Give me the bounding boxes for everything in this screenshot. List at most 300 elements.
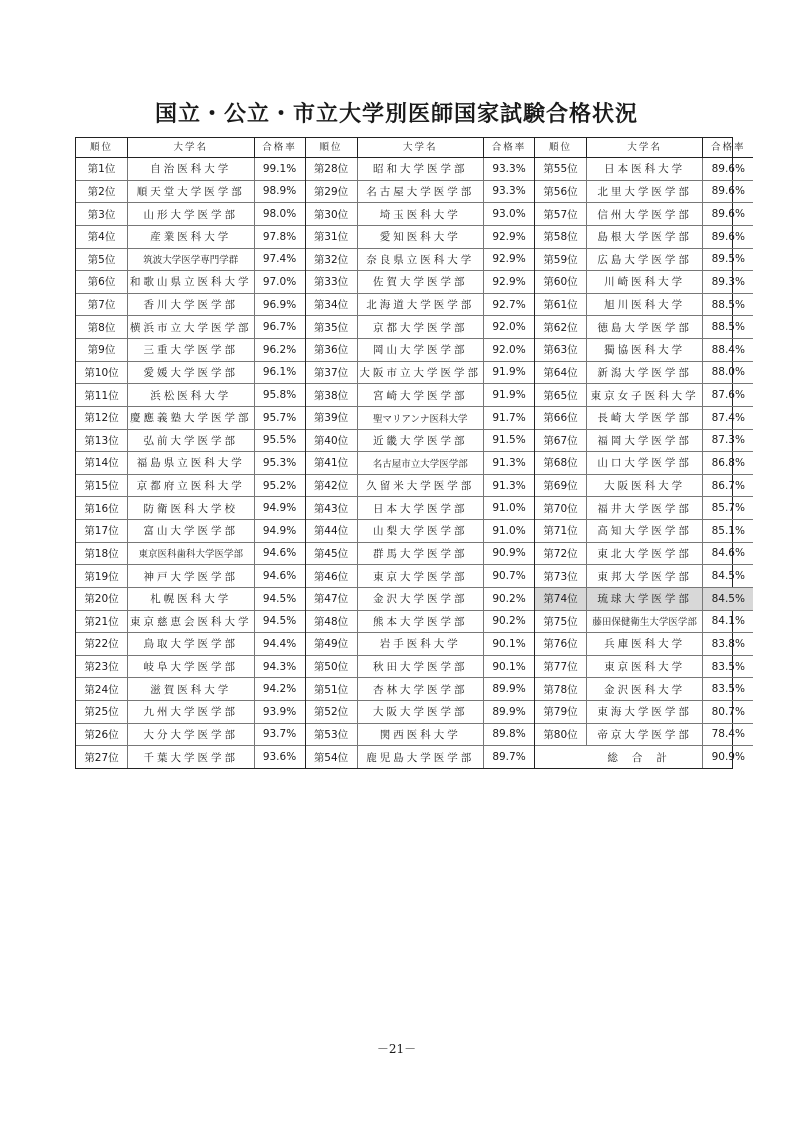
pass-rate-cell: 98.0% [262,208,297,221]
table-row [76,451,305,474]
rank-cell: 第22位 [76,633,128,655]
table-row [535,158,753,180]
pass-rate-cell: 78.4% [711,728,745,741]
rank-cell: 第79位 [535,701,587,723]
pass-rate-cell: 94.9% [262,524,297,537]
table-row [306,610,535,633]
university-name-cell: 福島県立医科大学 [128,452,255,474]
university-name-cell: 山口大学医学部 [587,452,703,474]
pass-rate-cell: 91.5% [492,434,526,447]
pass-rate-cell: 94.4% [262,637,297,650]
university-name-cell: 島根大学医学部 [587,226,703,248]
header-name: 大学名 [358,138,485,157]
pass-rate-cell: 85.1% [711,524,745,537]
table-row [76,315,305,338]
rank-cell: 第24位 [76,678,128,700]
table-row [535,180,753,203]
rank-cell: 第72位 [535,543,587,565]
rank-cell: 第67位 [535,430,587,452]
university-name-cell: 岐阜大学医学部 [128,656,255,678]
rank-cell: 第73位 [535,565,587,587]
university-name-cell: 聖マリアンナ医科大学 [358,407,485,429]
rank-cell: 第9位 [76,339,128,361]
pass-rate-cell: 89.3% [711,275,745,288]
university-name-cell: 信州大学医学部 [587,203,703,225]
pass-rate-cell: 90.9% [711,751,745,764]
pass-rate-cell: 94.2% [262,683,297,696]
university-name-cell: 滋賀医科大学 [128,678,255,700]
table-row [306,270,535,293]
table-row [535,383,753,406]
rank-cell: 第3位 [76,203,128,225]
university-name-cell: 宮崎大学医学部 [358,384,485,406]
rank-cell: 第30位 [306,203,358,225]
table-row [535,542,753,565]
pass-rate-cell: 95.3% [262,456,297,469]
rank-cell: 第50位 [306,656,358,678]
rank-cell: 第32位 [306,249,358,271]
rank-cell: 第4位 [76,226,128,248]
pass-rate-cell: 90.2% [492,615,526,628]
rank-cell: 第26位 [76,724,128,746]
university-name-cell: 慶應義塾大学医学部 [128,407,255,429]
pass-rate-cell: 92.7% [492,298,526,311]
pass-rate-cell: 94.6% [262,547,297,560]
university-name-cell: 獨協医科大学 [587,339,703,361]
table-row [76,677,305,700]
rank-cell: 第47位 [306,588,358,610]
university-name-cell: 北海道大学医学部 [358,294,485,316]
pass-rate-cell: 84.5% [711,570,745,583]
pass-rate-cell: 91.0% [492,524,526,537]
university-name-cell: 神戸大学医学部 [128,565,255,587]
university-name-cell: 東京慈恵会医科大学 [128,611,255,633]
pass-rate-cell: 87.4% [711,411,745,424]
pass-rate-table [75,137,746,769]
pass-rate-cell: 96.2% [262,343,297,356]
table-row [76,564,305,587]
table-row [306,180,535,203]
header-rate: 合格率 [262,142,297,153]
header-rank: 順位 [306,138,358,157]
table-row [306,542,535,565]
rank-cell: 第10位 [76,362,128,384]
university-name-cell: 東京女子医科大学 [587,384,703,406]
table-row [535,338,753,361]
rank-cell: 第23位 [76,656,128,678]
rank-cell: 第39位 [306,407,358,429]
table-row [76,202,305,225]
rank-cell: 第33位 [306,271,358,293]
table-row [306,496,535,519]
pass-rate-cell: 84.1% [711,615,745,628]
rank-cell: 第44位 [306,520,358,542]
table-row [76,745,305,768]
pass-rate-cell: 98.9% [262,185,297,198]
rank-cell: 第36位 [306,339,358,361]
table-row [306,677,535,700]
table-row [76,429,305,452]
university-name-cell: 佐賀大学医学部 [358,271,485,293]
table-row [535,429,753,452]
rank-cell: 第20位 [76,588,128,610]
rank-cell: 第70位 [535,497,587,519]
pass-rate-cell: 83.5% [711,683,745,696]
university-name-cell: 福井大学医学部 [587,497,703,519]
rank-cell: 第46位 [306,565,358,587]
rank-cell: 第27位 [76,746,128,768]
university-name-cell: 藤田保健衛生大学医学部 [587,611,703,633]
table-row [535,700,753,723]
pass-rate-cell: 92.0% [492,343,526,356]
table-row [76,700,305,723]
pass-rate-cell: 86.7% [711,479,745,492]
rank-cell: 第68位 [535,452,587,474]
pass-rate-cell: 88.4% [711,343,745,356]
rank-cell: 第66位 [535,407,587,429]
pass-rate-cell: 94.6% [262,570,297,583]
header-rate: 合格率 [491,142,527,153]
table-row [76,542,305,565]
rank-cell: 第80位 [535,724,587,746]
pass-rate-cell: 95.5% [262,434,297,447]
table-row [306,158,535,180]
rank-cell: 第40位 [306,430,358,452]
pass-rate-cell: 83.8% [711,637,745,650]
table-row [535,248,753,271]
university-name-cell: 山形大学医学部 [128,203,255,225]
rank-cell: 第1位 [76,158,128,180]
university-name-cell: 名古屋市立大学医学部 [358,452,485,474]
pass-rate-cell: 89.5% [711,253,745,266]
rank-cell: 第17位 [76,520,128,542]
pass-rate-cell: 90.1% [492,660,526,673]
university-name-cell: 自治医科大学 [128,158,255,180]
page-title: 国立・公立・市立大学別医師国家試験合格状況 [154,102,638,127]
header-row [76,138,305,158]
rank-cell: 第42位 [306,475,358,497]
rank-cell: 第13位 [76,430,128,452]
table-row [306,519,535,542]
university-name-cell: 琉球大学医学部 [587,588,703,610]
table-row [535,225,753,248]
university-name-cell: 秋田大学医学部 [358,656,485,678]
pass-rate-cell: 91.9% [492,366,526,379]
rank-cell: 第12位 [76,407,128,429]
university-name-cell: 愛媛大学医学部 [128,362,255,384]
table-row [76,158,305,180]
pass-rate-cell: 92.9% [492,275,526,288]
rank-cell: 第54位 [306,746,358,768]
table-row [306,406,535,429]
rank-cell: 第76位 [535,633,587,655]
rank-cell: 第51位 [306,678,358,700]
university-name-cell: 長崎大学医学部 [587,407,703,429]
pass-rate-cell: 91.3% [492,456,526,469]
rank-cell: 第53位 [306,724,358,746]
table-row [306,587,535,610]
university-name-cell: 筑波大学医学専門学群 [128,249,255,271]
rank-cell: 第6位 [76,271,128,293]
university-name-cell: 帝京大学医学部 [587,724,703,746]
rank-cell: 第11位 [76,384,128,406]
university-name-cell: 東海大学医学部 [587,701,703,723]
rank-cell: 第56位 [535,181,587,203]
rank-cell: 第77位 [535,656,587,678]
university-name-cell: 鳥取大学医学部 [128,633,255,655]
university-name-cell: 新潟大学医学部 [587,362,703,384]
table-row [535,270,753,293]
university-name-cell: 関西医科大学 [358,724,485,746]
university-name-cell: 大阪大学医学部 [358,701,485,723]
table-row [76,519,305,542]
university-name-cell: 金沢医科大学 [587,678,703,700]
pass-rate-cell: 93.0% [492,208,526,221]
pass-rate-cell: 89.9% [492,705,526,718]
pass-rate-cell: 95.8% [262,389,297,402]
table-row [306,361,535,384]
table-row [535,361,753,384]
pass-rate-cell: 96.9% [262,298,297,311]
rank-cell: 第63位 [535,339,587,361]
table-row [535,677,753,700]
pass-rate-cell: 91.9% [492,389,526,402]
pass-rate-cell: 89.6% [711,162,745,175]
rank-cell: 第18位 [76,543,128,565]
table-block-2 [305,138,535,768]
pass-rate-cell: 94.5% [262,615,297,628]
university-name-cell: 京都大学医学部 [358,316,485,338]
rank-cell: 第14位 [76,452,128,474]
university-name-cell: 大阪市立大学医学部 [358,362,485,384]
pass-rate-cell: 90.2% [492,592,526,605]
university-name-cell: 広島大学医学部 [587,249,703,271]
table-row [76,180,305,203]
table-row [535,451,753,474]
pass-rate-cell: 94.3% [262,660,297,673]
rank-cell: 第2位 [76,181,128,203]
table-row [76,383,305,406]
university-name-cell: 総合計 [586,746,703,768]
table-row [306,338,535,361]
rank-cell: 第62位 [535,316,587,338]
pass-rate-cell: 97.0% [262,275,297,288]
pass-rate-cell: 90.7% [492,570,526,583]
rank-cell: 第29位 [306,181,358,203]
pass-rate-cell: 97.4% [262,253,297,266]
table-row [535,655,753,678]
table-row [306,723,535,746]
university-name-cell: 金沢大学医学部 [358,588,485,610]
pass-rate-cell: 89.8% [492,728,526,741]
table-row [535,406,753,429]
header-name: 大学名 [587,138,703,157]
table-row [306,315,535,338]
table-row [306,451,535,474]
rank-cell: 第78位 [535,678,587,700]
university-name-cell: 日本大学医学部 [358,497,485,519]
pass-rate-cell: 91.0% [492,502,526,515]
pass-rate-cell: 93.9% [262,705,297,718]
rank-cell: 第25位 [76,701,128,723]
total-row [535,745,753,768]
rank-cell: 第60位 [535,271,587,293]
table-row [306,700,535,723]
university-name-cell: 香川大学医学部 [128,294,255,316]
table-row [76,474,305,497]
rank-cell: 第45位 [306,543,358,565]
rank-cell: 第8位 [76,316,128,338]
pass-rate-cell: 88.5% [711,298,745,311]
table-row [535,474,753,497]
pass-rate-cell: 89.9% [492,683,526,696]
university-name-cell: 岩手医科大学 [358,633,485,655]
university-name-cell: 東邦大学医学部 [587,565,703,587]
rank-cell: 第48位 [306,611,358,633]
table-row [535,496,753,519]
university-name-cell: 京都府立医科大学 [128,475,255,497]
pass-rate-cell: 92.9% [492,230,526,243]
pass-rate-cell: 91.3% [492,479,526,492]
pass-rate-cell: 91.7% [492,411,526,424]
pass-rate-cell: 87.6% [711,389,745,402]
university-name-cell: 和歌山県立医科大学 [128,271,255,293]
university-name-cell: 大阪医科大学 [587,475,703,497]
table-row [306,293,535,316]
rank-cell: 第69位 [535,475,587,497]
rank-cell [535,746,586,768]
university-name-cell: 近畿大学医学部 [358,430,485,452]
rank-cell: 第15位 [76,475,128,497]
pass-rate-cell: 97.8% [262,230,297,243]
pass-rate-cell: 89.6% [711,230,745,243]
university-name-cell: 北里大学医学部 [587,181,703,203]
table-row [306,564,535,587]
university-name-cell: 福岡大学医学部 [587,430,703,452]
university-name-cell: 埼玉医科大学 [358,203,485,225]
pass-rate-cell: 93.6% [262,751,297,764]
rank-cell: 第43位 [306,497,358,519]
rank-cell: 第65位 [535,384,587,406]
pass-rate-cell: 83.5% [711,660,745,673]
table-row [535,723,753,746]
pass-rate-cell: 89.7% [492,751,526,764]
table-row [306,429,535,452]
pass-rate-cell: 88.0% [711,366,745,379]
university-name-cell: 兵庫医科大学 [587,633,703,655]
rank-cell: 第58位 [535,226,587,248]
university-name-cell: 浜松医科大学 [128,384,255,406]
university-name-cell: 奈良県立医科大学 [358,249,485,271]
rank-cell: 第31位 [306,226,358,248]
rank-cell: 第28位 [306,158,358,180]
rank-cell: 第57位 [535,203,587,225]
pass-rate-cell: 96.1% [262,366,297,379]
pass-rate-cell: 94.5% [262,592,297,605]
university-name-cell: 横浜市立大学医学部 [128,316,255,338]
rank-cell: 第21位 [76,611,128,633]
header-name: 大学名 [128,138,255,157]
rank-cell: 第16位 [76,497,128,519]
pass-rate-cell: 90.1% [492,637,526,650]
rank-cell: 第61位 [535,294,587,316]
table-row [76,655,305,678]
table-row [76,338,305,361]
table-row [76,632,305,655]
university-name-cell: 防衛医科大学校 [128,497,255,519]
university-name-cell: 弘前大学医学部 [128,430,255,452]
university-name-cell: 札幌医科大学 [128,588,255,610]
university-name-cell: 熊本大学医学部 [358,611,485,633]
university-name-cell: 徳島大学医学部 [587,316,703,338]
table-row [535,293,753,316]
pass-rate-cell: 89.6% [711,185,745,198]
university-name-cell: 愛知医科大学 [358,226,485,248]
rank-cell: 第55位 [535,158,587,180]
rank-cell: 第59位 [535,249,587,271]
header-row [306,138,535,158]
pass-rate-cell: 93.3% [492,162,526,175]
pass-rate-cell: 95.7% [262,411,297,424]
university-name-cell: 杏林大学医学部 [358,678,485,700]
table-row [76,248,305,271]
university-name-cell: 山梨大学医学部 [358,520,485,542]
table-row [306,474,535,497]
university-name-cell: 昭和大学医学部 [358,158,485,180]
table-row [535,564,753,587]
table-row [76,293,305,316]
table-row [535,202,753,225]
header-row [535,138,753,158]
university-name-cell: 千葉大学医学部 [128,746,255,768]
university-name-cell: 富山大学医学部 [128,520,255,542]
pass-rate-cell: 92.9% [492,253,526,266]
table-row [76,361,305,384]
pass-rate-cell: 89.6% [711,208,745,221]
table-row [535,587,753,610]
header-rate: 合格率 [711,142,746,153]
rank-cell: 第5位 [76,249,128,271]
pass-rate-cell: 90.9% [492,547,526,560]
university-name-cell: 順天堂大学医学部 [128,181,255,203]
university-name-cell: 岡山大学医学部 [358,339,485,361]
header-rank: 順位 [76,138,128,157]
university-name-cell: 鹿児島大学医学部 [358,746,485,768]
rank-cell: 第41位 [306,452,358,474]
rank-cell: 第7位 [76,294,128,316]
table-row [76,225,305,248]
pass-rate-cell: 94.9% [262,502,297,515]
table-row [306,225,535,248]
university-name-cell: 旭川医科大学 [587,294,703,316]
pass-rate-cell: 92.0% [492,321,526,334]
pass-rate-cell: 99.1% [262,162,297,175]
university-name-cell: 群馬大学医学部 [358,543,485,565]
pass-rate-cell: 87.3% [711,434,745,447]
table-row [76,406,305,429]
table-block-1 [76,138,305,768]
pass-rate-cell: 93.3% [492,185,526,198]
table-row [535,632,753,655]
pass-rate-cell: 85.7% [711,502,745,515]
university-name-cell: 産業医科大学 [128,226,255,248]
rank-cell: 第49位 [306,633,358,655]
pass-rate-cell: 86.8% [711,456,745,469]
university-name-cell: 東京医科大学 [587,656,703,678]
pass-rate-cell: 96.7% [262,321,297,334]
rank-cell: 第37位 [306,362,358,384]
university-name-cell: 大分大学医学部 [128,724,255,746]
